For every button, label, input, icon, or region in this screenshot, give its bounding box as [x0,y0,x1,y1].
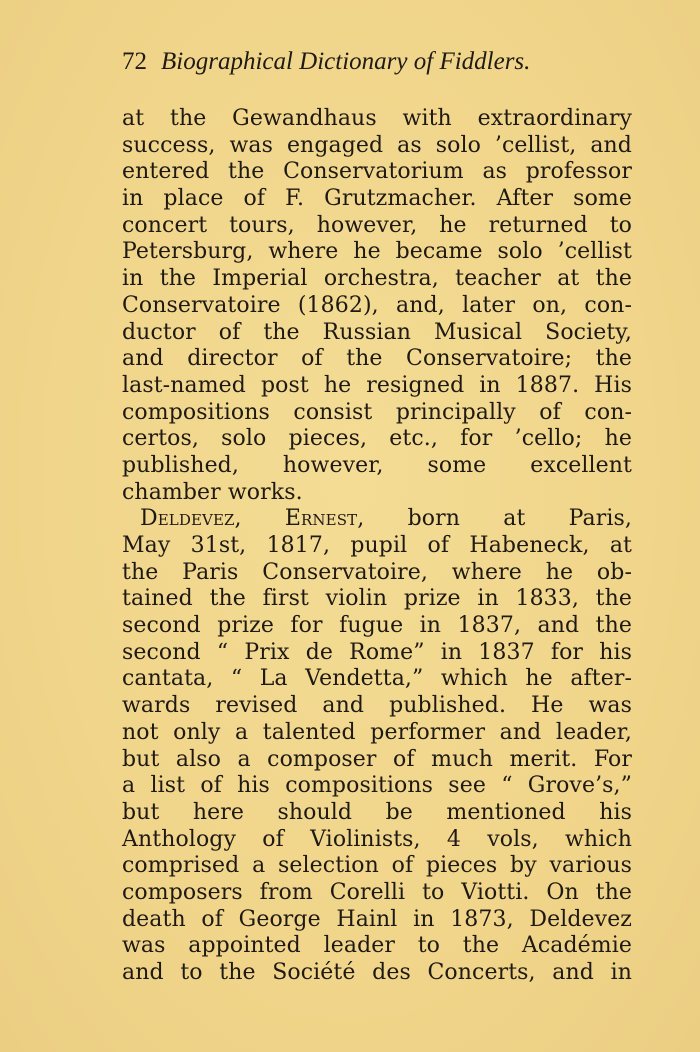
text-line: last-named post he resigned in 1887. His [122,372,632,398]
running-title: Biographical Dictionary of Fiddlers. [161,48,531,75]
page-number: 72 [122,48,147,75]
text-line: composers from Corelli to Viotti. On the [122,879,632,905]
entry-name: Deldevez, Ernest, [140,506,365,532]
text-line: tained the first violin prize in 1833, the [122,586,632,612]
text-line: certos, solo pieces, etc., for ’cello; he [122,426,632,452]
text-line: entered the Conservatorium as professor [122,159,632,185]
text-line: and to the Société des Concerts, and in [122,960,632,985]
text-line: the Paris Conservatoire, where he ob- [122,559,632,585]
text-line: comprised a selection of pieces by various [122,853,632,879]
text-line: but here should be mentioned his [122,799,632,825]
text-line: ductor of the Russian Musical Society, [122,319,632,345]
text-line: Anthology of Violinists, 4 vols, which [122,826,632,852]
entry-heading-line [122,506,632,533]
page-header [122,48,602,82]
text-line: success, was engaged as solo ’cellist, and [122,132,632,158]
text-line: Conservatoire (1862), and, later on, con- [122,292,632,318]
text-line: compositions consist principally of con- [122,399,632,425]
text-line: at the Gewandhaus with extraordinary [122,106,632,131]
text-line: but also a composer of much merit. For [122,746,632,772]
text-line: Petersburg, where he became solo ’cellist [122,239,632,265]
text-line: was appointed leader to the Académie [122,933,632,959]
text-line: in place of F. Grutzmacher. After some [122,186,632,212]
text-line: not only a talented performer and leader, [122,719,632,745]
text-line: a list of his compositions see “ Grove’s,” [122,773,632,799]
text-line: and director of the Conservatoire; the [122,346,632,372]
entry-heading-rest: born at Paris, [407,506,633,532]
text-line: cantata, “ La Vendetta,” which he after- [122,666,632,692]
body-text [122,106,632,987]
text-line: second prize for fugue in 1837, and the [122,613,632,639]
text-line: chamber works. [122,479,303,505]
text-line: in the Imperial orchestra, teacher at the [122,266,632,292]
text-line: wards revised and published. He was [122,693,632,719]
text-line: second “ Prix de Rome” in 1837 for his [122,639,632,665]
text-line: concert tours, however, he returned to [122,212,632,238]
text-line: death of George Hainl in 1873, Deldevez [122,906,632,932]
text-line: published, however, some excellent [122,452,632,478]
text-line: May 31st, 1817, pupil of Habeneck, at [122,533,632,558]
